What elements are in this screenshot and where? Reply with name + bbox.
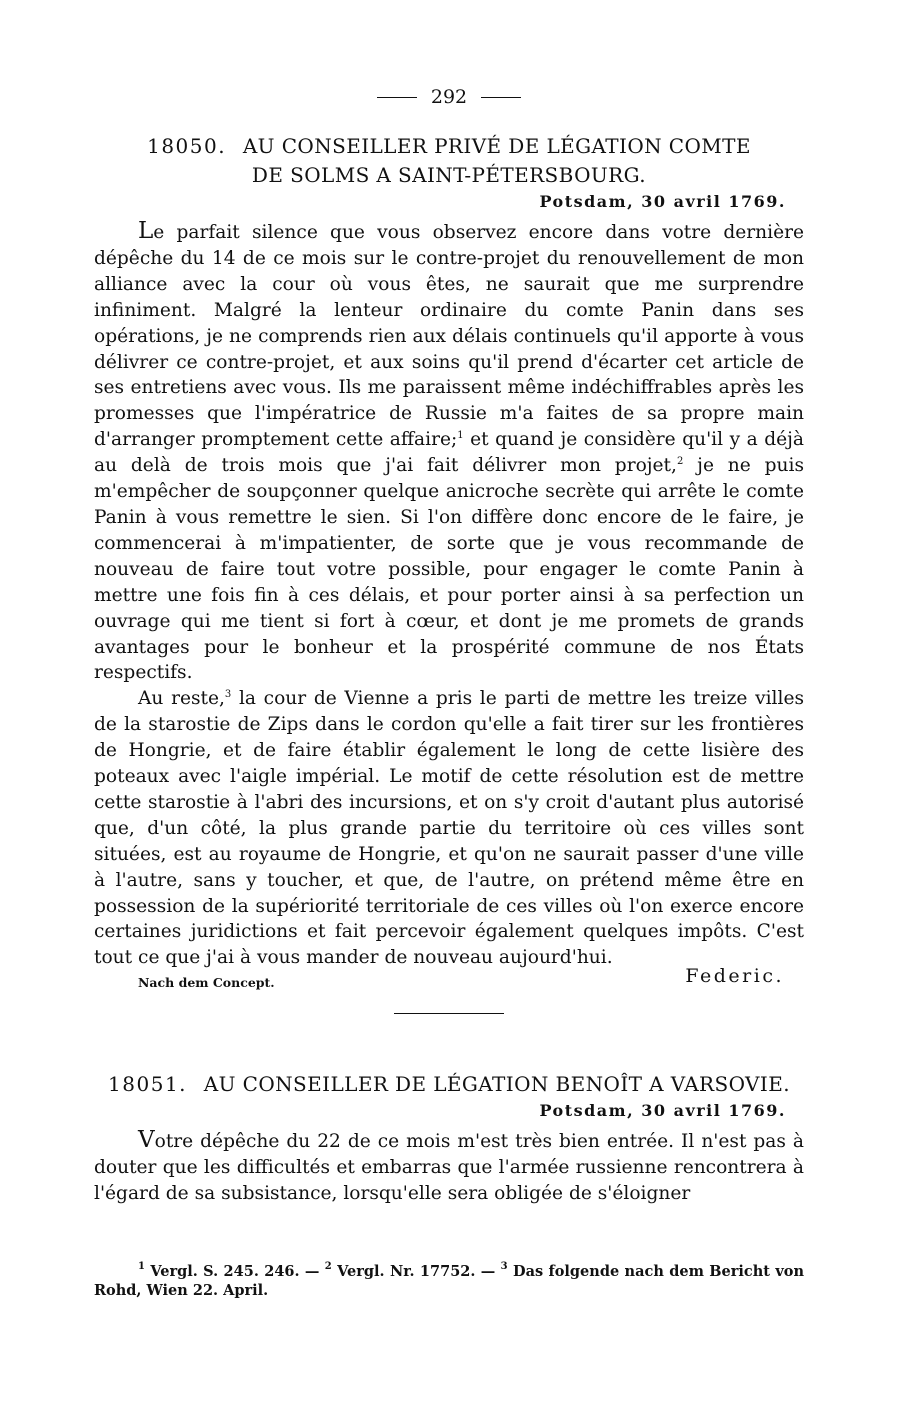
- source-note: Nach dem Concept.: [138, 975, 275, 991]
- footnote-text: Vergl. S. 245. 246. —: [144, 1263, 325, 1280]
- paragraph: [94, 219, 804, 686]
- section-divider: [394, 1013, 504, 1014]
- paragraph-text: e parfait silence que vous observez encore dans votre dernière dépêche du 14 de ce mois sur le contre-projet du renouvellement de mon alliance avec la cour où vous êtes, ne saurait que me surprendre infiniment. Malgré la lenteur ordinaire du comte Panin dans ses opérations, je ne comprends rien aux délais continuels qu'il apporte à vous délivrer ce contre-projet, et aux soins qu'il prend d'écarter cet article de ses entretiens avec vous. Ils me paraissent même indéchiffrables après les promesses que l'impératrice de Russie m'a faites de sa propre main d'arranger promptement cette affaire;: [94, 222, 804, 451]
- footnote-ref: 3: [224, 689, 232, 701]
- paragraph-text: je ne puis m'empêcher de soupçonner quelque anicroche secrète qui arrête le comte Panin à vous remettre le sien. Si l'on diffère donc encore de le faire, je commencerai à m'impatienter, de sorte que je vous recommande de nouveau de faire tout votre possible, pour engager le comte Panin à mettre une fois fin à ces délais, et pour porter ainsi à sa perfection un ouvrage qui me tient si fort à cœur, et dont je me promets de grands avantages pour le bonheur et la prospérité commune de nos États respectifs.: [94, 455, 804, 684]
- paragraph: [94, 1128, 804, 1207]
- document-page: [94, 86, 804, 1207]
- signature: Federic.: [685, 965, 784, 988]
- footnotes: [94, 1262, 804, 1300]
- running-header: [94, 86, 804, 108]
- letter-dateline: Potsdam, 30 avril 1769.: [539, 1101, 786, 1121]
- letter-body: [94, 219, 804, 971]
- paragraph-text: la cour de Vienne a pris le parti de mettre les treize villes de la starostie de Zips dans le cordon qu'elle a fait tirer sur les frontières de Hongrie, et de faire établir également le long de cette lisière des poteaux avec l'aigle impérial. Le motif de cette résolution est de mettre cette starostie à l'abri des incursions, et on s'y croit d'autant plus autorisé que, d'un côté, la plus grande partie du territoire où ces villes sont situées, est au royaume de Hongrie, et qu'on ne saurait passer d'une ville à l'autre, sans y toucher, et que, de l'autre, on prétend même être en possession de la supériorité territoriale de ces villes où l'on exerce encore certaines juridictions et fait percevoir également quelques impôts. C'est tout ce que j'ai à vous mander de nouveau aujourd'hui.: [94, 688, 804, 969]
- initial-letter: V: [138, 1127, 155, 1154]
- header-dash-right: [481, 97, 521, 98]
- paragraph: [94, 686, 804, 971]
- signature-row: [94, 965, 804, 997]
- footnote-ref: 2: [676, 456, 684, 468]
- header-dash-left: [377, 97, 417, 98]
- paragraph-text: otre dépêche du 22 de ce mois m'est très bien entrée. Il n'est pas à douter que les difficultés et embarras que l'armée russienne rencontrera à l'égard de sa subsistance, lorsqu'elle sera obligée de s'éloigner: [94, 1131, 804, 1205]
- footnote-mark: 3: [500, 1261, 508, 1272]
- letter-heading: [94, 134, 804, 159]
- footnote-mark: 2: [324, 1261, 332, 1272]
- letter-dateline: Potsdam, 30 avril 1769.: [539, 192, 786, 211]
- footnote-mark: 1: [138, 1261, 145, 1272]
- letter-number: 18050.: [147, 134, 227, 158]
- letter-title-line1: AU CONSEILLER DE LÉGATION BENOÎT A VARSOVIE.: [203, 1072, 790, 1097]
- paragraph-text: et quand je considère qu'il y a déjà au delà de trois mois que j'ai fait délivrer mon projet,: [94, 429, 804, 477]
- letter-number: 18051.: [108, 1072, 188, 1097]
- paragraph-text: Au reste,: [138, 688, 225, 710]
- page-number: 292: [430, 86, 468, 108]
- letter-18051: [94, 1072, 804, 1207]
- letter-18050: [94, 134, 804, 1014]
- letter-title-line2: DE SOLMS A SAINT-PÉTERSBOURG.: [251, 163, 647, 187]
- letter-heading: [94, 1072, 804, 1097]
- letter-body: [94, 1128, 804, 1207]
- initial-letter: L: [138, 218, 154, 244]
- letter-title-line1: AU CONSEILLER PRIVÉ DE LÉGATION COMTE: [242, 134, 751, 158]
- footnote-text: Vergl. Nr. 17752. —: [331, 1263, 501, 1280]
- footnote-ref: 1: [457, 430, 464, 442]
- footnote-text: Das folgende nach dem Bericht von Rohd, Wien 22. April.: [94, 1263, 805, 1299]
